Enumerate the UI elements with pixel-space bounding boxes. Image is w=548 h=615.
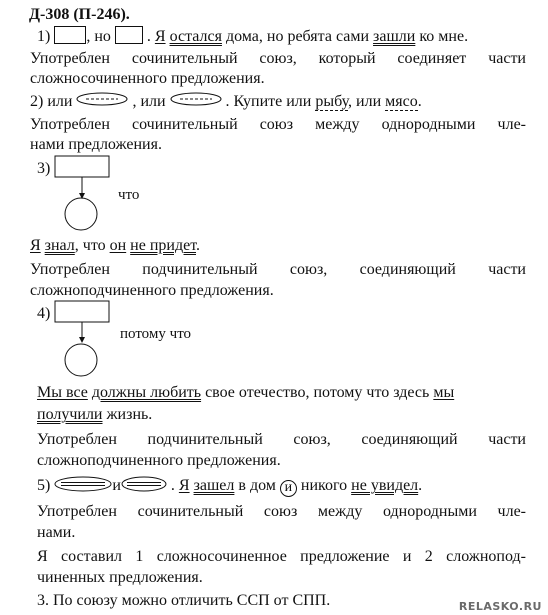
item3-explanation-2: сложноподчиненного предложения.	[30, 282, 274, 299]
item2-explanation-1: Употреблен сочинительный союз между однородными чле-	[30, 116, 526, 133]
item1-explanation-1: Употреблен сочинительный союз, который соединяет части	[30, 50, 526, 67]
clause-box	[115, 26, 143, 44]
subject-on: он	[109, 237, 127, 254]
predicate-ne-uvidel: не увидел	[351, 477, 419, 494]
summary-line-3: 3. По союзу можно отличить ССП от СПП.	[37, 592, 331, 609]
item5-dot: .	[170, 477, 175, 494]
homogeneous-predicate-oval	[54, 476, 112, 492]
summary-line-1: Я составил 1 сложносочиненное предложение и 2 сложнопод-	[37, 548, 526, 565]
item1-explanation-2: сложносочиненного предложения.	[30, 70, 265, 87]
item5-dot-end: .	[418, 477, 423, 494]
subject-ya: Я	[30, 237, 41, 254]
item5-explanation-2: нами.	[37, 524, 76, 541]
homogeneous-predicate-oval	[121, 476, 167, 492]
item4-sentence-1	[37, 384, 454, 402]
item3-dot: .	[196, 237, 200, 254]
item3-sentence	[30, 237, 200, 255]
predicate-zashli: зашли	[373, 28, 416, 45]
item5-scheme-line	[37, 476, 422, 497]
predicate-dolzhny-lyubit: должны любить	[91, 384, 202, 401]
object-myaso: мясо	[385, 93, 418, 110]
item2-conj-ili-2: , или	[348, 93, 382, 110]
item3-conj-chto: , что	[74, 237, 106, 254]
arrow-head	[79, 193, 85, 199]
circled-conj-i: и	[280, 480, 297, 497]
predicate-ne-pridet: не придет	[130, 237, 196, 254]
item2-text: . Купите или	[225, 93, 312, 110]
item2-explanation-2: нами предложения.	[30, 136, 162, 153]
item2-number: 2) или	[30, 93, 73, 110]
subject-ya: Я	[154, 28, 166, 45]
item5-explanation-1: Употреблен сочинительный союз между однородными чле-	[37, 503, 526, 520]
item1-text-end: ко мне.	[419, 28, 469, 45]
item4-text-end: жизнь.	[106, 406, 153, 423]
predicate-zashel: зашел	[193, 477, 235, 494]
arrow-head	[79, 337, 85, 343]
subject-my: мы	[433, 384, 455, 401]
item5-number: 5)	[37, 477, 51, 494]
item2-scheme-line	[30, 92, 422, 111]
subordinate-clause-circle	[65, 344, 97, 376]
item3-conjunction: что	[118, 187, 140, 203]
item1-dot: .	[146, 28, 151, 45]
item4-number: 4)	[37, 305, 51, 322]
watermark: RELASKO.RU	[458, 600, 542, 613]
item4-text-mid: свое отечество, потому что здесь	[205, 384, 430, 401]
item5-text-nikogo: никого	[300, 477, 348, 494]
item4-explanation-2: сложноподчиненного предложения.	[37, 452, 281, 469]
item5-text-v-dom: в дом	[238, 477, 276, 494]
subject-my-vse: Мы все	[37, 384, 88, 401]
homogeneous-member-oval	[76, 92, 128, 106]
subordinate-clause-circle	[65, 198, 97, 230]
homogeneous-member-oval	[170, 92, 222, 106]
item3-number: 3)	[37, 160, 51, 177]
summary-line-2: чиненных предложения.	[37, 569, 203, 586]
item4-conjunction: потому что	[120, 326, 192, 342]
clause-box	[54, 26, 86, 44]
main-clause-box	[55, 301, 109, 322]
predicate-ostalsya: остался	[169, 28, 222, 45]
subject-ya: Я	[178, 477, 190, 494]
item4-sentence-2	[37, 406, 152, 424]
item1-conj-no: но	[94, 28, 111, 45]
main-clause-box	[55, 156, 109, 177]
exercise-title: Д-308 (П-246).	[29, 6, 130, 23]
item2-dot: .	[417, 93, 422, 110]
predicate-poluchili: получили	[37, 406, 103, 423]
item2-conj-ili: , или	[132, 93, 166, 110]
predicate-znal: знал	[44, 237, 75, 254]
item1-number: 1)	[37, 28, 51, 45]
item1-scheme-line	[37, 26, 468, 46]
item1-comma: ,	[86, 28, 91, 45]
item1-text-mid: дома, но ребята сами	[225, 28, 370, 45]
object-rybu: рыбу	[315, 93, 349, 110]
item3-explanation-1: Употреблен подчинительный союз, соединяющий части	[30, 261, 526, 278]
item5-conj-i: и	[112, 477, 121, 494]
item4-explanation-1: Употреблен подчинительный союз, соединяющий части	[37, 431, 526, 448]
